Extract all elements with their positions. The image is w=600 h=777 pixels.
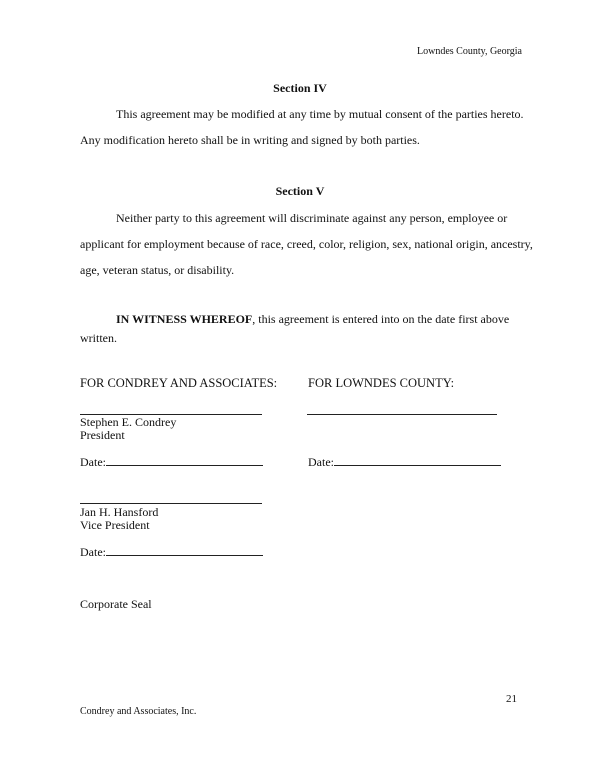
- section-v-line-3: age, veteran status, or disability.: [80, 263, 235, 277]
- left-party-heading: FOR CONDREY AND ASSOCIATES:: [80, 376, 278, 390]
- signer-2-title: Vice President: [80, 518, 150, 532]
- date-label: Date:: [80, 545, 106, 559]
- date-field-2: [80, 545, 263, 560]
- section-iv-line-2: Any modification hereto shall be in writing and signed by both parties.: [80, 133, 420, 147]
- header-location: Lowndes County, Georgia: [417, 46, 522, 57]
- section-v-line-2: applicant for employment because of race, creed, color, religion, sex, national origin, ancestry,: [80, 237, 533, 251]
- signer-2-name: Jan H. Hansford: [80, 505, 159, 519]
- section-iv-line-1: This agreement may be modified at any time by mutual consent of the parties hereto.: [116, 107, 524, 121]
- date-field-1: [80, 455, 263, 470]
- footer-company: Condrey and Associates, Inc.: [80, 706, 197, 717]
- date-field-lowndes: [308, 455, 501, 470]
- signer-1-name: Stephen E. Condrey: [80, 415, 177, 429]
- witness-rest: , this agreement is entered into on the date first above: [252, 312, 510, 326]
- signature-line-hansford: [80, 503, 262, 504]
- corporate-seal-label: Corporate Seal: [80, 597, 152, 611]
- witness-line-2: written.: [80, 331, 117, 345]
- date-line: [106, 545, 263, 556]
- right-party-heading: FOR LOWNDES COUNTY:: [308, 376, 455, 390]
- date-line: [334, 455, 501, 466]
- signature-line-lowndes: [307, 414, 497, 415]
- page-number: 21: [506, 693, 517, 705]
- witness-bold: IN WITNESS WHEREOF: [116, 312, 253, 326]
- date-label: Date:: [80, 455, 106, 469]
- date-label: Date:: [308, 455, 334, 469]
- section-iv-title: Section IV: [273, 81, 327, 95]
- date-line: [106, 455, 263, 466]
- section-v-line-1: Neither party to this agreement will discriminate against any person, employee or: [116, 211, 508, 225]
- signer-1-title: President: [80, 428, 125, 442]
- section-v-title: Section V: [275, 184, 325, 198]
- witness-line-1: [116, 312, 509, 327]
